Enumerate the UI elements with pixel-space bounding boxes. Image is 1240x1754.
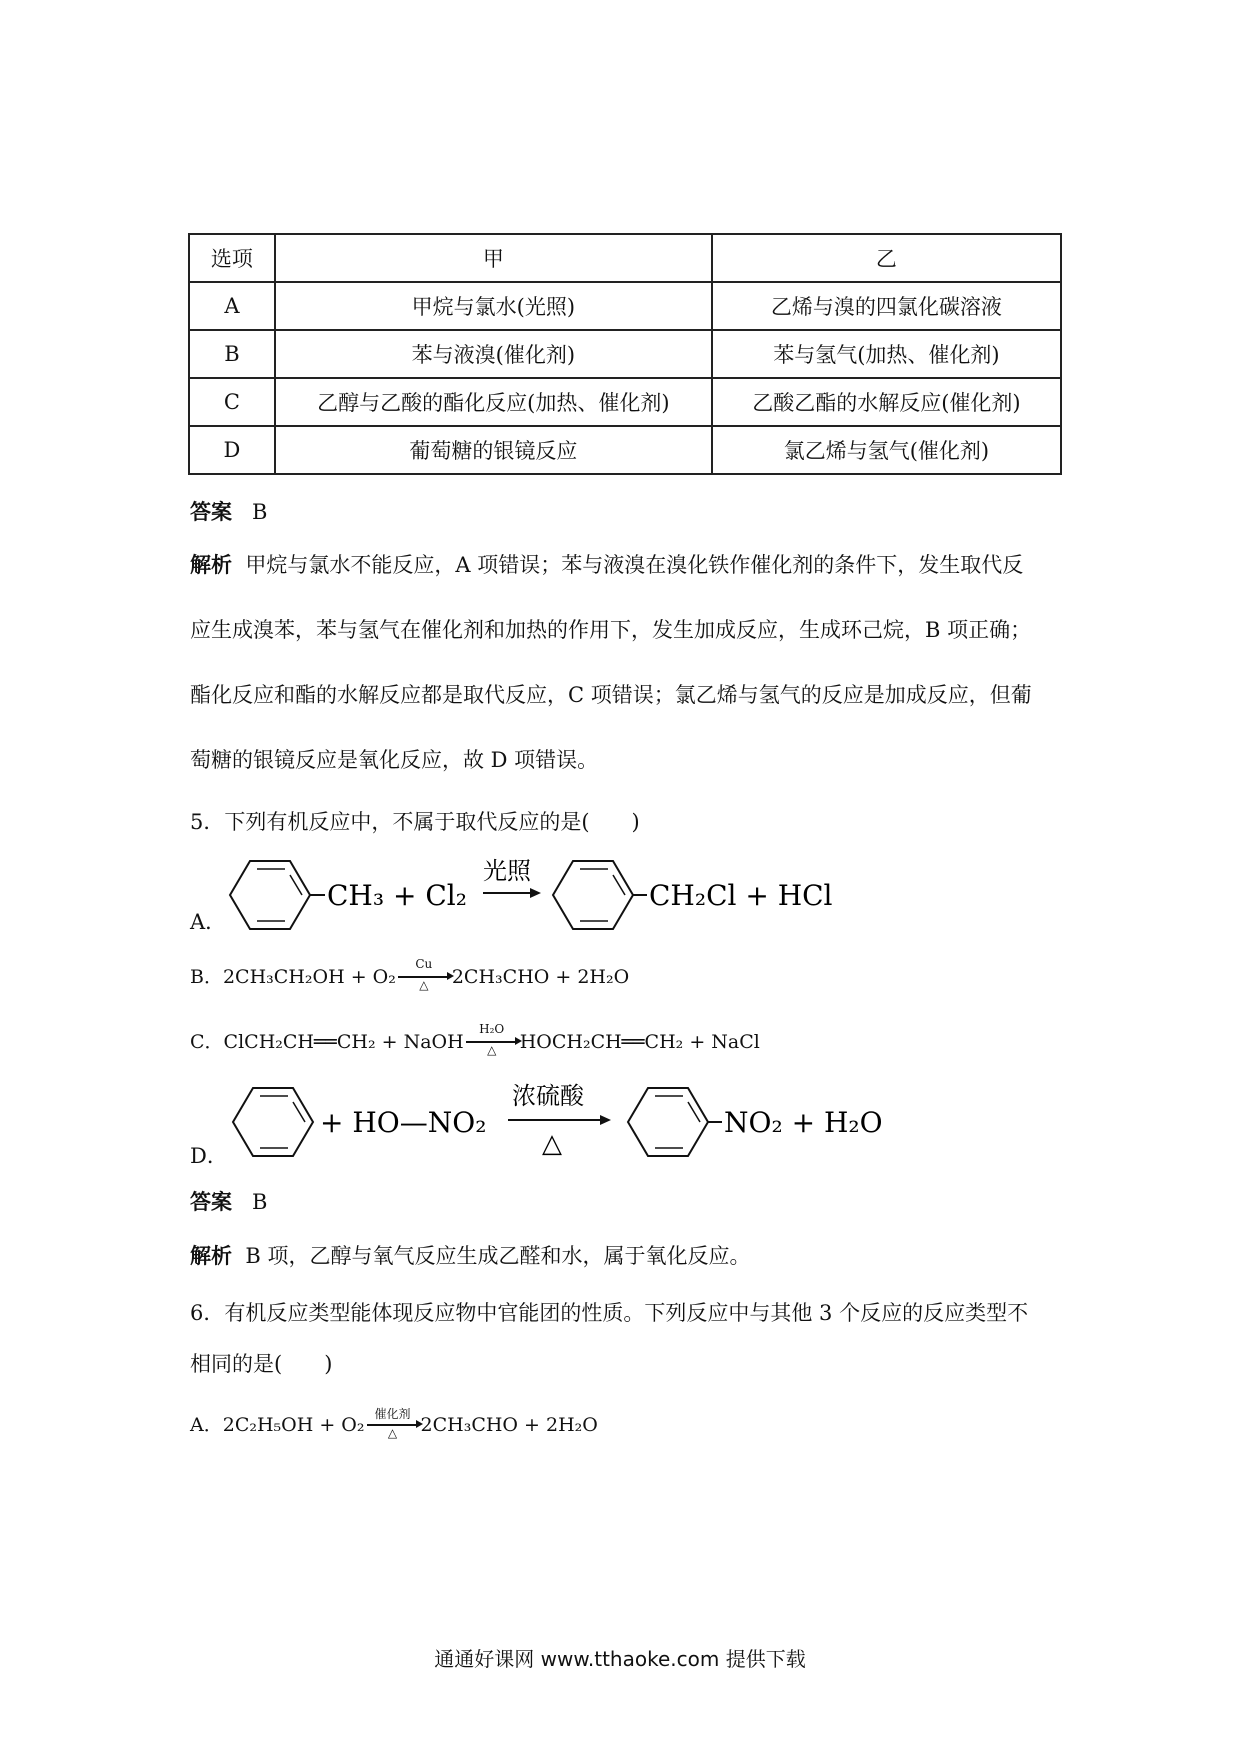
condition-arrow: 催化剂 △: [365, 1409, 421, 1443]
table-row: [189, 330, 1061, 378]
analysis-line: 萄糖的银镜反应是氧化反应，故 D 项错误。: [190, 748, 599, 772]
reactant-text: CH₃ + Cl₂: [327, 879, 467, 912]
benzene-ring-icon: [553, 861, 633, 929]
equation-right: 2CH₃CHO + 2H₂O: [420, 1414, 598, 1436]
table-cell: 乙酸乙酯的水解反应(催化剂): [712, 378, 1061, 426]
q5-option-c: [190, 1022, 760, 1060]
equation-left: 2CH₃CH₂OH + O₂: [222, 966, 396, 988]
q4-analysis: [190, 533, 1070, 793]
equation-left: ClCH₂CH══CH₂ + NaOH: [223, 1031, 464, 1053]
analysis-label: 解析: [190, 553, 232, 577]
q5-answer: [190, 1186, 267, 1216]
table-row: [189, 426, 1061, 474]
table-header-cell: 选项: [189, 234, 275, 282]
table-row: [189, 282, 1061, 330]
q5-analysis: [190, 1240, 750, 1270]
q5-option-b: [190, 957, 630, 995]
condition-top-text: 浓硫酸: [512, 1082, 584, 1110]
table-cell: 氯乙烯与氢气(催化剂): [712, 426, 1061, 474]
table-cell: A: [189, 282, 275, 330]
table-header-cell: 甲: [275, 234, 712, 282]
table-cell: 甲烷与氯水(光照): [275, 282, 712, 330]
condition-arrow: H₂O △: [464, 1026, 520, 1060]
answer-label: 答案: [190, 500, 232, 524]
q5-stem: 5．下列有机反应中，不属于取代反应的是( ): [190, 810, 640, 834]
answer-value: B: [252, 500, 268, 524]
table-cell: 苯与氢气(加热、催化剂): [712, 330, 1061, 378]
q6-stem-line: 6．有机反应类型能体现反应物中官能团的性质。下列反应中与其他 3 个反应的反应类型不: [190, 1301, 1029, 1325]
q4-answer: [190, 496, 267, 526]
analysis-label: 解析: [190, 1244, 232, 1268]
equation-right: 2CH₃CHO + 2H₂O: [451, 966, 630, 988]
table-cell: 乙醇与乙酸的酯化反应(加热、催化剂): [275, 378, 712, 426]
option-label: A．: [190, 1414, 223, 1436]
benzene-ring-icon: [230, 861, 310, 929]
analysis-line: 解析 甲烷与氯水不能反应，A 项错误；苯与液溴在溴化铁作催化剂的条件下，发生取代反: [190, 553, 1024, 577]
analysis-line: 酯化反应和酯的水解反应都是取代反应，C 项错误；氯乙烯与氢气的反应是加成反应，但葡: [190, 683, 1032, 707]
condition-bottom-text: △: [542, 1129, 562, 1159]
analysis-line: 应生成溴苯，苯与氢气在催化剂和加热的作用下，发生加成反应，生成环己烷，B 项正确；: [190, 618, 1032, 642]
table-cell: 苯与液溴(催化剂): [275, 330, 712, 378]
benzene-ring-icon: [628, 1088, 708, 1156]
q6-stem-line: 相同的是( ): [190, 1352, 333, 1376]
option-label: B．: [190, 966, 223, 988]
equation-right: HOCH₂CH══CH₂ + NaCl: [519, 1031, 760, 1053]
q6-option-a: [190, 1409, 598, 1443]
product-text: NO₂ + H₂O: [724, 1106, 883, 1139]
equation-left: 2C₂H₅OH + O₂: [222, 1414, 365, 1436]
product-text: CH₂Cl + HCl: [649, 879, 833, 912]
benzene-ring-icon: [233, 1088, 313, 1156]
table-cell: D: [189, 426, 275, 474]
condition-text: 光照: [483, 857, 531, 885]
q5-option-a-equation: [225, 855, 865, 935]
option-label: C．: [190, 1031, 224, 1053]
table-header-cell: 乙: [712, 234, 1061, 282]
table-cell: B: [189, 330, 275, 378]
table-cell: 葡萄糖的银镜反应: [275, 426, 712, 474]
analysis-text: B 项，乙醇与氧气反应生成乙醛和水，属于氧化反应。: [245, 1244, 751, 1268]
q5-option-a-label: A．: [190, 910, 227, 934]
table-header-row: [189, 234, 1061, 282]
q5-option-d-equation: [228, 1080, 928, 1164]
options-table: [188, 233, 1062, 475]
answer-value: B: [252, 1190, 268, 1214]
table-cell: 乙烯与溴的四氯化碳溶液: [712, 282, 1061, 330]
q5-option-d-label: D．: [190, 1144, 228, 1168]
page-footer: 通通好课网 www.tthaoke.com 提供下载: [434, 1647, 806, 1671]
answer-label: 答案: [190, 1190, 232, 1214]
table-cell: C: [189, 378, 275, 426]
reactant-text: + HO—NO₂: [320, 1106, 487, 1139]
condition-arrow: Cu △: [396, 961, 452, 995]
table-row: [189, 378, 1061, 426]
